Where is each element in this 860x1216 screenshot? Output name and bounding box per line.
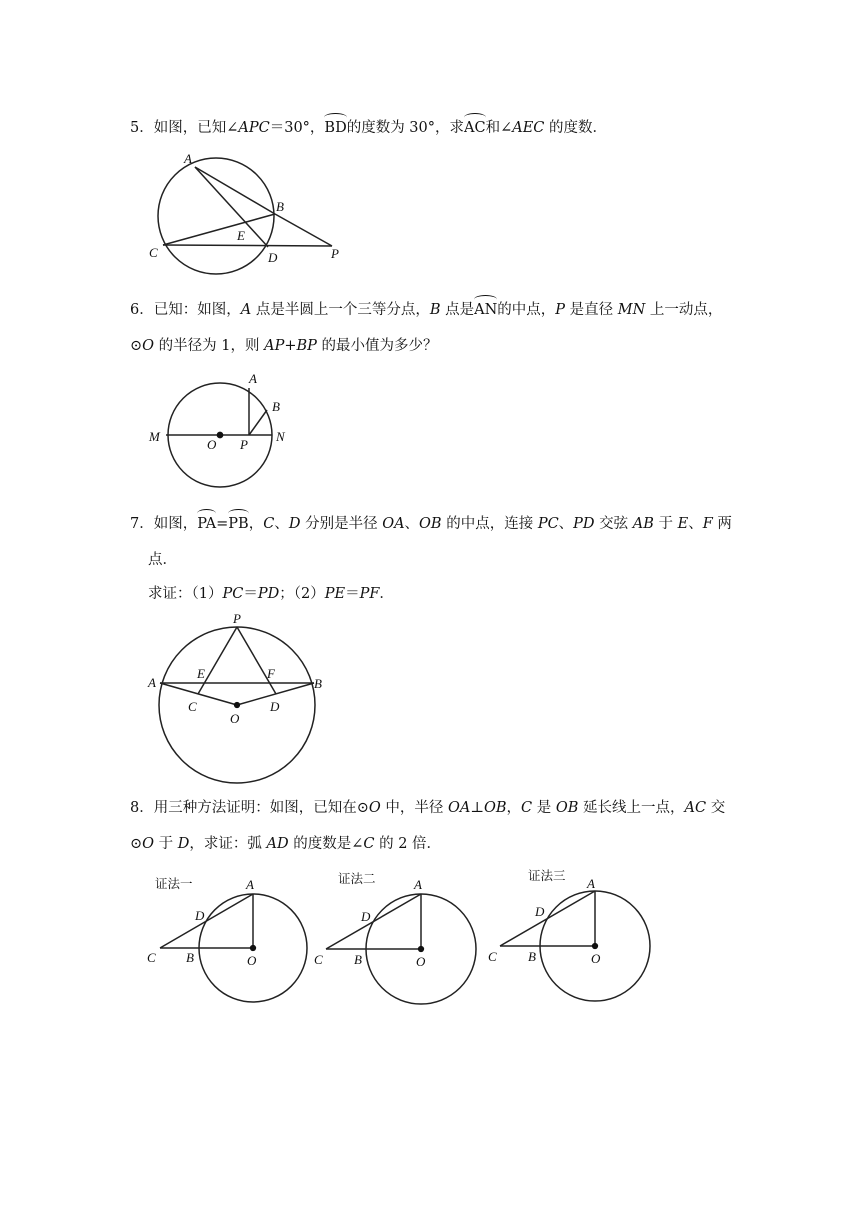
caption-1: 证法一 [155,876,193,891]
label-b: B [276,199,284,214]
label-d: D [270,699,280,714]
svg-text:B: B [528,949,536,964]
label-o: O [230,711,240,726]
label-b: B [314,676,322,691]
q8-figure-1 [147,876,307,1002]
q7-text-line1: 7．如图，PA=PB，C、D 分别是半径 OA、OB 的中点，连接 PC、PD 交弦 AB 于 E、F 两 [130,516,732,532]
svg-text:A: A [414,877,422,892]
caption-2: 证法二 [338,871,376,886]
q8-text-line1: 8．用三种方法证明：如图，已知在⊙O 中，半径 OA⊥OB，C 是 OB 延长线上一点，AC 交 [130,800,726,816]
label-p: P [240,437,248,452]
caption-3: 证法三 [528,868,566,883]
svg-text:B: B [186,950,194,965]
svg-text:C: C [147,950,156,965]
label-a: A [184,151,192,166]
label-d: D [268,250,278,265]
label-b: B [272,399,280,414]
label-m: M [149,429,160,444]
svg-text:A: A [587,876,595,891]
label-f: F [267,666,275,681]
q6-text-line2: ⊙O 的半径为 1，则 AP+BP 的最小值为多少？ [130,338,438,354]
arc-an: AN [474,302,498,318]
q7-text-line2: 点． [148,552,177,568]
svg-text:C: C [488,949,497,964]
q8-figure-2 [314,871,476,1004]
label-e: E [237,228,245,243]
q5-text: 5．如图，已知∠APC＝30°，BD的度数为 30°，求AC和∠AEC 的度数． [130,120,608,136]
label-n: N [276,429,285,444]
q7-prove: 求证：（1）PC＝PD；（2）PE＝PF． [148,586,394,602]
svg-text:C: C [314,952,323,967]
label-p: P [331,246,339,261]
svg-text:O: O [416,954,426,969]
arc-ac: AC [464,120,486,136]
label-a: A [148,675,156,690]
svg-text:O: O [591,951,601,966]
label-a: A [249,371,257,386]
arc-pa: PA [197,516,217,532]
label-c: C [188,699,197,714]
label-e: E [197,666,205,681]
label-o: O [207,437,217,452]
svg-text:B: B [354,952,362,967]
label-p: P [233,611,241,626]
svg-text:D: D [535,904,545,919]
label-c: C [149,245,158,260]
arc-bd: BD [324,120,347,136]
q8-text-line2: ⊙O 于 D，求证：弧 AD 的度数是∠C 的 2 倍． [130,836,442,852]
svg-text:D: D [361,909,371,924]
arc-pb: PB [228,516,249,532]
svg-text:A: A [246,877,254,892]
q8-figure-3 [488,868,650,1001]
svg-text:O: O [247,953,257,968]
q6-text-line1: 6．已知：如图，A 点是半圆上一个三等分点，B 点是AN的中点，P 是直径 MN 上一动点， [130,302,723,318]
svg-text:D: D [195,908,205,923]
